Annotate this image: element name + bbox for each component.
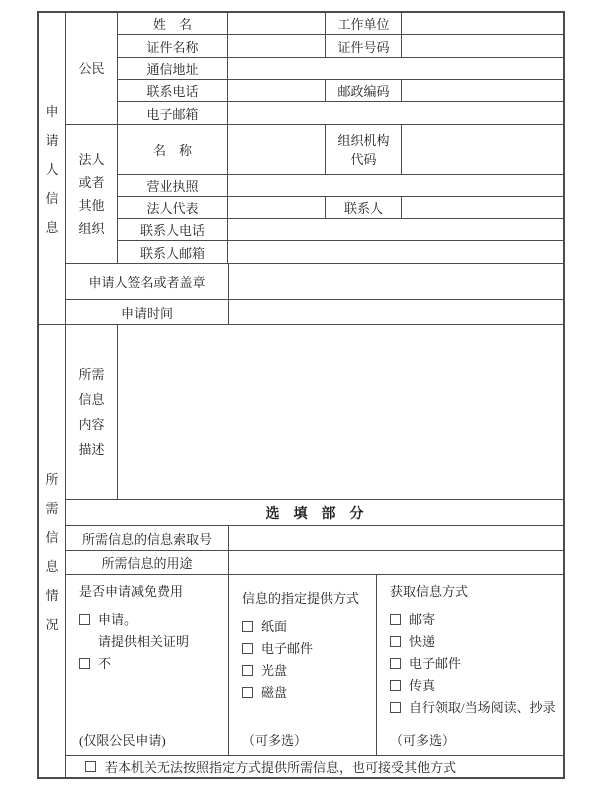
id-type-label: 证件名称 [118, 35, 228, 57]
applicant-section [39, 13, 563, 325]
org-code-label [326, 125, 402, 174]
fee-waiver-column [66, 575, 229, 755]
index-number-label: 所需信息的信息索取号 [66, 526, 229, 550]
address-label: 通信地址 [118, 58, 228, 79]
phone-input-cell[interactable] [228, 80, 326, 101]
checkbox-fax[interactable] [390, 680, 401, 691]
obtain-option-selfpickup[interactable] [390, 701, 556, 714]
organization-group-label [66, 125, 118, 263]
delivery-method-column [229, 575, 377, 755]
delivery-option-paper[interactable] [242, 620, 287, 633]
information-request-form [37, 11, 565, 779]
id-number-input-cell[interactable] [402, 35, 563, 57]
delivery-option-email[interactable] [242, 642, 313, 655]
signature-input-cell[interactable] [229, 264, 563, 299]
checkbox-fallback[interactable] [85, 761, 96, 772]
address-input-cell[interactable] [228, 58, 563, 79]
fee-waiver-footnote: (仅限公民申请) [79, 733, 166, 748]
checkbox-email[interactable] [242, 643, 253, 654]
contact-input-cell[interactable] [402, 197, 563, 218]
fee-waiver-title: 是否申请减免费用 [79, 584, 184, 599]
obtain-footnote: （可多选） [390, 733, 456, 748]
org-group-line: 法人 [78, 152, 105, 167]
side-char: 请 [45, 133, 59, 148]
checkbox-paper[interactable] [242, 621, 253, 632]
obtain-option-express[interactable] [390, 635, 435, 648]
checkbox-disk[interactable] [242, 687, 253, 698]
option-label: 申请。 [98, 612, 138, 627]
checkbox-obtain-email[interactable] [390, 658, 401, 669]
license-input-cell[interactable] [228, 175, 563, 196]
id-type-input-cell[interactable] [228, 35, 326, 57]
fee-waiver-apply-note: 请提供相关证明 [98, 634, 190, 649]
side-char: 况 [45, 617, 59, 632]
obtain-option-fax[interactable] [390, 679, 435, 692]
index-number-input-cell[interactable] [229, 526, 563, 550]
contact-email-input-cell[interactable] [228, 241, 563, 263]
org-name-label: 名 称 [118, 125, 228, 174]
purpose-label: 所需信息的用途 [66, 551, 229, 574]
work-unit-label: 工作单位 [326, 13, 402, 34]
option-label: 快递 [409, 634, 436, 649]
citizen-group-label-text: 公民 [78, 61, 105, 76]
delivery-footnote: （可多选） [242, 733, 308, 748]
delivery-option-cd[interactable] [242, 664, 287, 677]
side-char: 所 [45, 472, 59, 487]
optional-section-header: 选 填 部 分 [265, 506, 364, 522]
option-label: 邮寄 [409, 612, 436, 627]
contact-email-label: 联系人邮箱 [118, 241, 228, 263]
option-label: 光盘 [261, 663, 288, 678]
email-label: 电子邮箱 [118, 102, 228, 124]
side-char: 信 [45, 530, 59, 545]
side-char: 需 [45, 501, 59, 516]
info-description-input-cell[interactable] [118, 325, 563, 499]
license-label: 营业执照 [118, 175, 228, 196]
desc-line: 信息 [78, 392, 105, 407]
postcode-label: 邮政编码 [326, 80, 402, 101]
org-group-line: 或者 [78, 175, 105, 190]
desc-line: 描述 [78, 442, 105, 457]
fee-waiver-option-apply[interactable] [79, 613, 137, 626]
org-group-line: 其他 [78, 198, 105, 213]
fallback-note-row [66, 756, 563, 777]
delivery-option-disk[interactable] [242, 686, 287, 699]
org-code-label-line2: 代码 [350, 151, 377, 167]
name-input-cell[interactable] [228, 13, 326, 34]
side-char: 情 [45, 588, 59, 603]
side-char: 息 [45, 559, 59, 574]
purpose-input-cell[interactable] [229, 551, 563, 574]
fee-waiver-option-no[interactable] [79, 657, 111, 670]
org-code-input-cell[interactable] [402, 125, 563, 174]
checkbox-no[interactable] [79, 658, 90, 669]
citizen-group [66, 13, 563, 125]
desc-line: 内容 [78, 417, 105, 432]
option-label: 磁盘 [261, 685, 288, 700]
delivery-method-title: 信息的指定提供方式 [242, 591, 360, 606]
side-char: 申 [45, 104, 59, 119]
obtain-option-mail[interactable] [390, 613, 435, 626]
organization-group [66, 125, 563, 264]
org-group-line: 组织 [78, 221, 105, 236]
side-char: 人 [45, 162, 59, 177]
obtain-method-title: 获取信息方式 [390, 584, 469, 599]
contact-label: 联系人 [326, 197, 402, 218]
side-char: 息 [45, 220, 59, 235]
work-unit-input-cell[interactable] [402, 13, 563, 34]
org-code-label-line1: 组织机构 [337, 132, 390, 148]
phone-label: 联系电话 [118, 80, 228, 101]
checkbox-cd[interactable] [242, 665, 253, 676]
checkbox-apply[interactable] [79, 614, 90, 625]
obtain-method-column [377, 575, 563, 755]
contact-phone-label: 联系人电话 [118, 219, 228, 240]
checkbox-mail[interactable] [390, 614, 401, 625]
option-label: 传真 [409, 678, 436, 693]
option-label: 不 [98, 656, 112, 671]
option-label: 电子邮件 [261, 641, 314, 656]
applicant-section-side-label [39, 13, 66, 324]
side-char: 信 [45, 191, 59, 206]
option-label: 电子邮件 [409, 656, 462, 671]
legal-rep-input-cell[interactable] [228, 197, 326, 218]
fallback-note-text: 若本机关无法按照指定方式提供所需信息，也可接受其他方式 [105, 760, 457, 775]
id-number-label: 证件号码 [326, 35, 402, 57]
required-info-side-label [39, 325, 66, 777]
name-label: 姓 名 [118, 13, 228, 34]
obtain-option-email[interactable] [390, 657, 461, 670]
option-label: 自行领取/当场阅读、抄录 [409, 700, 556, 715]
option-label: 纸面 [261, 619, 288, 634]
required-info-section [39, 325, 563, 777]
email-input-cell[interactable] [228, 102, 563, 124]
postcode-input-cell[interactable] [402, 80, 563, 101]
contact-phone-input-cell[interactable] [228, 219, 563, 240]
desc-line: 所需 [78, 367, 105, 382]
apply-time-input-cell[interactable] [229, 300, 563, 324]
signature-label: 申请人签名或者盖章 [66, 264, 229, 299]
checkbox-selfpickup[interactable] [390, 702, 401, 713]
apply-time-label: 申请时间 [66, 300, 229, 324]
citizen-group-label [66, 13, 118, 124]
checkbox-express[interactable] [390, 636, 401, 647]
legal-rep-label: 法人代表 [118, 197, 228, 218]
org-name-input-cell[interactable] [228, 125, 326, 174]
info-description-label [66, 325, 118, 499]
